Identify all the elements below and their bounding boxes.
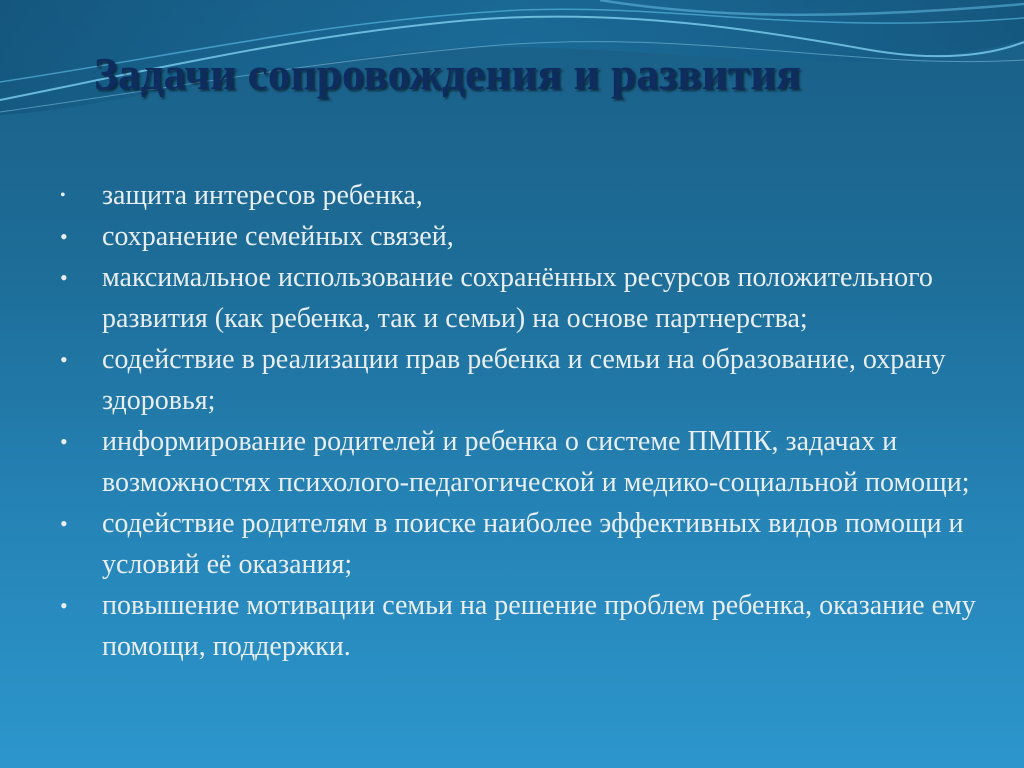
list-item-text: повышение мотивации семьи на решение проблем ребенка, оказание ему помощи, поддержки. (102, 590, 976, 662)
list-item-text: информирование родителей и ребенка о системе ПМПК, задачах и возможностях психолого-педагогической и медико-социальной помощи; (102, 426, 970, 498)
list-item (60, 503, 990, 585)
bullet-icon: • (60, 593, 68, 618)
list-item (60, 585, 990, 667)
bullet-icon: • (60, 511, 68, 536)
list-item-text: сохранение семейных связей, (102, 221, 454, 252)
list-item (60, 257, 990, 339)
list-item (60, 421, 990, 503)
bullet-icon: • (60, 347, 68, 372)
bullet-icon: • (60, 265, 68, 290)
list-item-text: содействие родителям в поиске наиболее эффективных видов помощи и условий её оказания; (102, 508, 964, 580)
bullet-icon: • (60, 429, 68, 454)
list-item (60, 339, 990, 421)
task-list (60, 175, 990, 667)
bullet-icon: • (60, 187, 66, 204)
list-item-text: защита интересов ребенка, (102, 180, 423, 211)
list-item-text: максимальное использование сохранённых ресурсов положительного развития (как ребенка, так и семьи) на основе партнерства; (102, 262, 933, 334)
list-item (60, 175, 990, 216)
bullet-icon: • (60, 224, 68, 249)
list-item-text: содействие в реализации прав ребенка и семьи на образование, охрану здоровья; (102, 344, 946, 416)
slide-title: Задачи сопровождения и развития (94, 49, 801, 99)
list-item (60, 216, 990, 257)
